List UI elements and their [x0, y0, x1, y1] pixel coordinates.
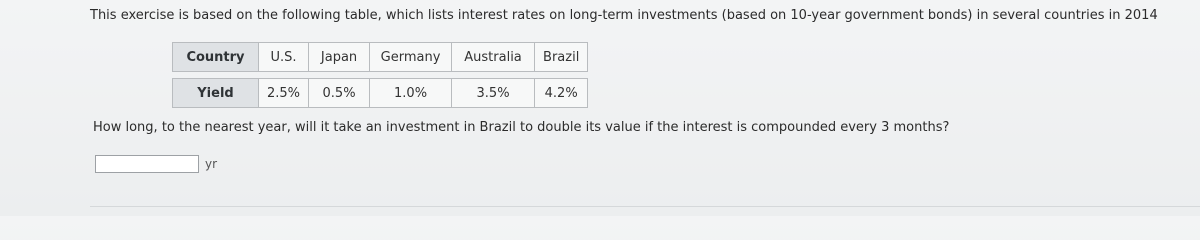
answer-row [95, 155, 217, 173]
country-cell-brazil: Brazil [535, 43, 588, 72]
yield-cell-japan: 0.5% [309, 79, 370, 108]
answer-input[interactable] [95, 155, 199, 173]
yield-cell-us: 2.5% [259, 79, 309, 108]
country-header: Country [173, 43, 259, 72]
yield-row [173, 79, 588, 108]
country-cell-us: U.S. [259, 43, 309, 72]
exercise-intro-text: This exercise is based on the following table, which lists interest rates on long-term investments (based on 10-year government bonds) in several countries in 2014 [90, 8, 1158, 23]
country-row [173, 43, 588, 72]
country-cell-japan: Japan [309, 43, 370, 72]
question-text: How long, to the nearest year, will it take an investment in Brazil to double its value if the interest is compounded every 3 months? [93, 120, 950, 135]
divider [90, 206, 1200, 207]
country-cell-germany: Germany [370, 43, 452, 72]
country-cell-australia: Australia [452, 43, 535, 72]
answer-unit-label: yr [205, 157, 218, 171]
yield-cell-australia: 3.5% [452, 79, 535, 108]
yield-cell-brazil: 4.2% [535, 79, 588, 108]
yield-cell-germany: 1.0% [370, 79, 452, 108]
interest-rates-table [172, 42, 588, 108]
yield-header: Yield [173, 79, 259, 108]
